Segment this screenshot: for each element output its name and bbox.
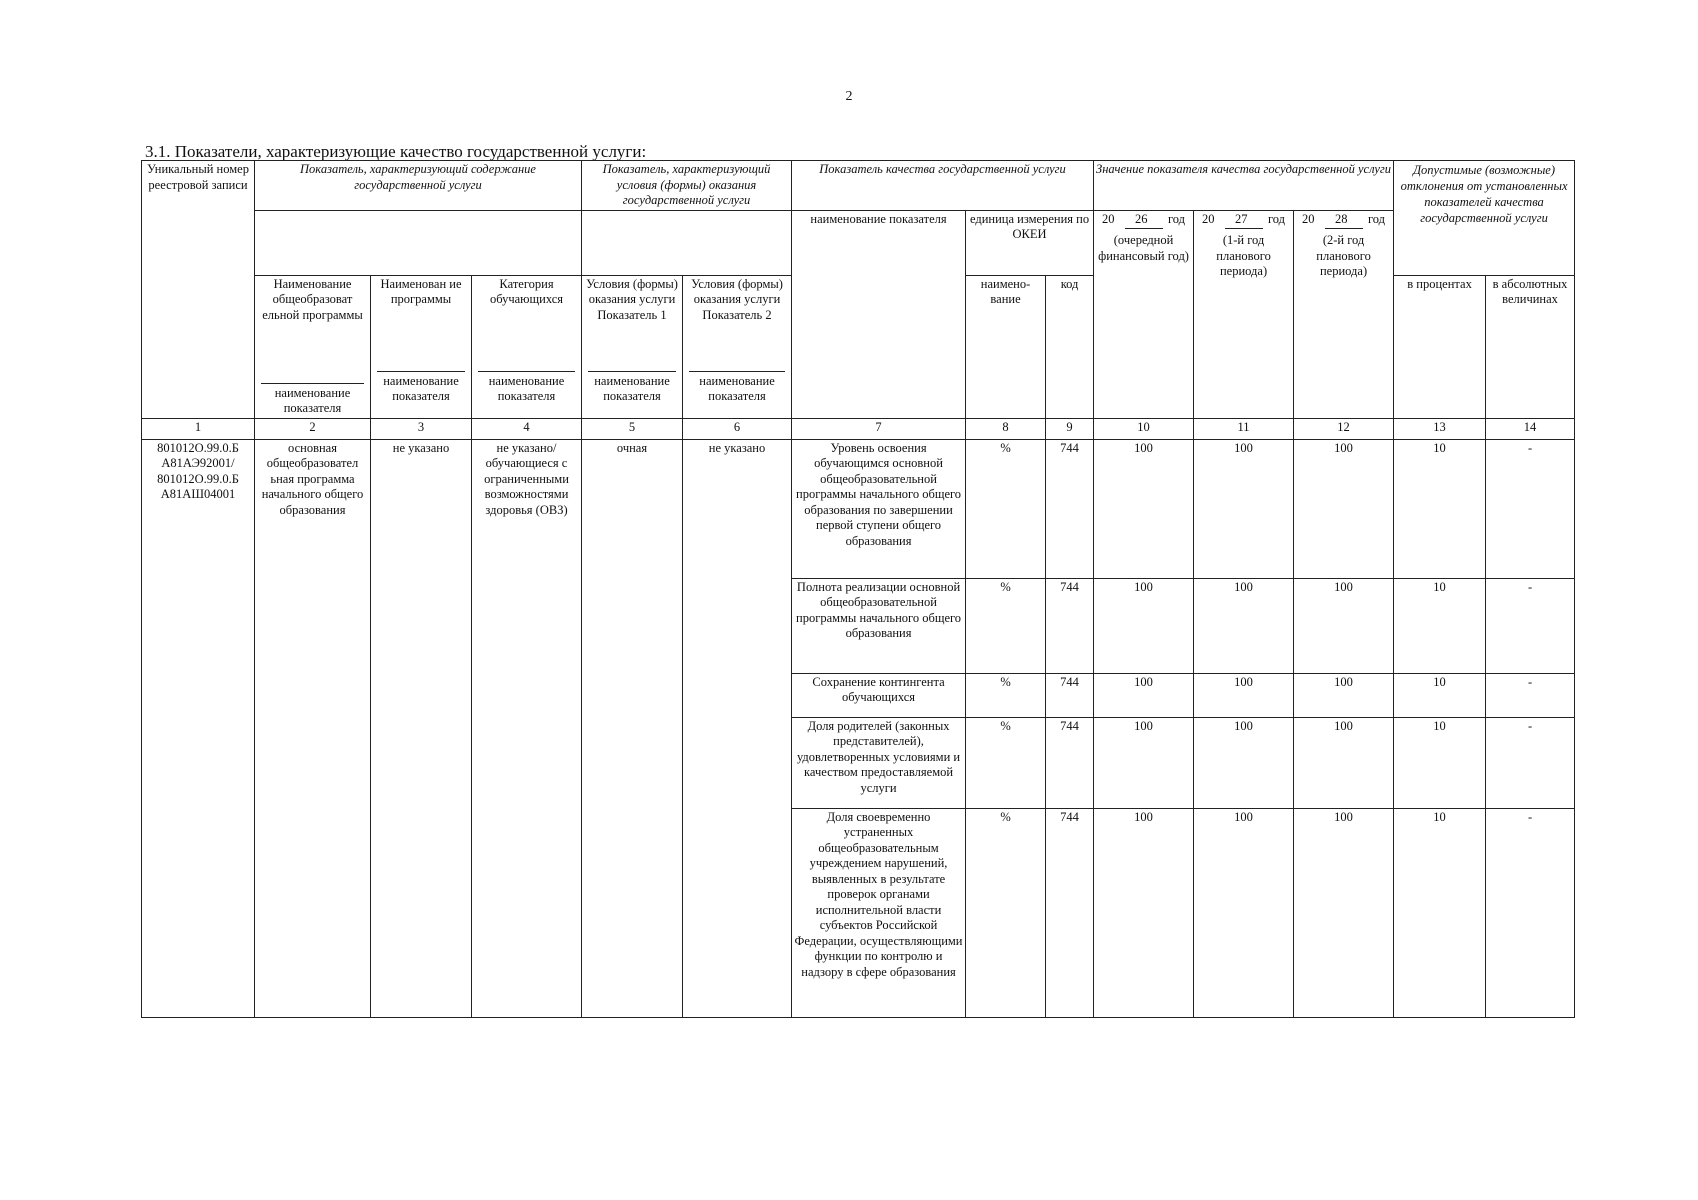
deviation-absolute: - — [1486, 717, 1575, 808]
header-quality-indicator: Показатель качества государственной услуги — [792, 161, 1094, 211]
value-2028: 100 — [1294, 673, 1394, 717]
column-number: 12 — [1294, 418, 1394, 439]
record-category: не указано/ обучающиеся с ограниченными возможностями здоровья (ОВЗ) — [472, 439, 582, 1017]
indicator-name: Доля своевременно устраненных общеобразовательным учреждением нарушений, выявленных в результате проверок органами исполнительной власти субъектов Российской Федерации, осуществляющими функции по контролю и надзору в сфере образования — [792, 808, 966, 1017]
record-program: не указано — [371, 439, 472, 1017]
table-row — [142, 439, 1575, 578]
unit-name: % — [966, 439, 1046, 578]
header-program: Наименован ие программы наименование показателя — [371, 275, 472, 418]
unit-name: % — [966, 673, 1046, 717]
header-deviations: Допустимые (возможные) отклонения от установленных показателей качества государственной услуги — [1394, 161, 1575, 276]
header-row-1 — [142, 161, 1575, 211]
header-indicator-name: наименование показателя — [792, 210, 966, 418]
column-number: 1 — [142, 418, 255, 439]
deviation-percent: 10 — [1394, 673, 1486, 717]
column-number: 3 — [371, 418, 472, 439]
header-condition-1: Условия (формы) оказания услуги Показатель 1 наименование показателя — [582, 275, 683, 418]
header-conditions-indicator: Показатель, характеризующий условия (формы) оказания государственной услуги — [582, 161, 792, 211]
header-content-spacer — [255, 210, 582, 275]
value-2028: 100 — [1294, 717, 1394, 808]
value-2027: 100 — [1194, 717, 1294, 808]
value-2028: 100 — [1294, 578, 1394, 673]
column-number: 4 — [472, 418, 582, 439]
value-2027: 100 — [1194, 808, 1294, 1017]
value-2026: 100 — [1094, 717, 1194, 808]
value-2026: 100 — [1094, 673, 1194, 717]
year-2027-note: (1-й год планового периода) — [1216, 233, 1271, 278]
header-unique-number: Уникальный номер реестровой записи — [142, 161, 255, 419]
unit-name: % — [966, 578, 1046, 673]
deviation-absolute: - — [1486, 578, 1575, 673]
header-year-2027: 20 27 год (1-й год планового периода) — [1194, 210, 1294, 418]
header-in-absolute: в абсолютных величинах — [1486, 275, 1575, 418]
header-category: Категория обучающихся наименование показателя — [472, 275, 582, 418]
deviation-absolute: - — [1486, 808, 1575, 1017]
column-number: 14 — [1486, 418, 1575, 439]
header-unit-name: наимено-вание — [966, 275, 1046, 418]
record-condition-2: не указано — [683, 439, 792, 1017]
unit-code: 744 — [1046, 808, 1094, 1017]
value-2026: 100 — [1094, 578, 1194, 673]
column-number: 5 — [582, 418, 683, 439]
header-year-2026: 20 26 год (очередной финансовый год) — [1094, 210, 1194, 418]
section-title: 3.1. Показатели, характеризующие качество государственной услуги: — [145, 142, 647, 161]
header-unit-okei: единица измерения по ОКЕИ — [966, 210, 1094, 275]
header-content-indicator: Показатель, характеризующий содержание государственной услуги — [255, 161, 582, 211]
deviation-absolute: - — [1486, 673, 1575, 717]
year-2028-note: (2-й год планового периода) — [1316, 233, 1371, 278]
indicator-name: Сохранение контингента обучающихся — [792, 673, 966, 717]
column-number: 13 — [1394, 418, 1486, 439]
header-value-indicator: Значение показателя качества государственной услуги — [1094, 161, 1394, 211]
indicator-name: Уровень освоения обучающимся основной общеобразовательной программы начального общего образования по завершении первой ступени общего образования — [792, 439, 966, 578]
column-numbers-row — [142, 418, 1575, 439]
value-2028: 100 — [1294, 439, 1394, 578]
deviation-percent: 10 — [1394, 808, 1486, 1017]
value-2026: 100 — [1094, 439, 1194, 578]
unit-name: % — [966, 808, 1046, 1017]
header-in-percent: в процентах — [1394, 275, 1486, 418]
unit-code: 744 — [1046, 578, 1094, 673]
unit-code: 744 — [1046, 673, 1094, 717]
record-program-name: основная общеобразовател ьная программа начального общего образования — [255, 439, 371, 1017]
column-number: 11 — [1194, 418, 1294, 439]
deviation-percent: 10 — [1394, 439, 1486, 578]
deviation-percent: 10 — [1394, 578, 1486, 673]
unit-code: 744 — [1046, 717, 1094, 808]
value-2027: 100 — [1194, 578, 1294, 673]
unit-code: 744 — [1046, 439, 1094, 578]
column-number: 2 — [255, 418, 371, 439]
indicator-name: Полнота реализации основной общеобразовательной программы начального общего образования — [792, 578, 966, 673]
record-condition-1: очная — [582, 439, 683, 1017]
column-number: 8 — [966, 418, 1046, 439]
value-2027: 100 — [1194, 673, 1294, 717]
record-unique-number: 801012О.99.0.Б А81АЭ92001/ 801012О.99.0.Б А81АШ04001 — [142, 439, 255, 1017]
quality-indicators-table — [141, 160, 1575, 1018]
indicator-name: Доля родителей (законных представителей), удовлетворенных условиями и качеством предоставляемой услуги — [792, 717, 966, 808]
unit-name: % — [966, 717, 1046, 808]
header-unit-code: код — [1046, 275, 1094, 418]
column-number: 10 — [1094, 418, 1194, 439]
value-2026: 100 — [1094, 808, 1194, 1017]
header-program-name: Наименование общеобразоват ельной программы наименование показателя — [255, 275, 371, 418]
year-2026-note: (очередной финансовый год) — [1098, 233, 1189, 263]
value-2027: 100 — [1194, 439, 1294, 578]
column-number: 7 — [792, 418, 966, 439]
value-2028: 100 — [1294, 808, 1394, 1017]
column-number: 6 — [683, 418, 792, 439]
column-number: 9 — [1046, 418, 1094, 439]
header-row-2 — [142, 210, 1575, 275]
header-condition-2: Условия (формы) оказания услуги Показатель 2 наименование показателя — [683, 275, 792, 418]
page-number: 2 — [845, 89, 853, 104]
deviation-absolute: - — [1486, 439, 1575, 578]
header-conditions-spacer — [582, 210, 792, 275]
header-year-2028: 20 28 год (2-й год планового периода) — [1294, 210, 1394, 418]
deviation-percent: 10 — [1394, 717, 1486, 808]
